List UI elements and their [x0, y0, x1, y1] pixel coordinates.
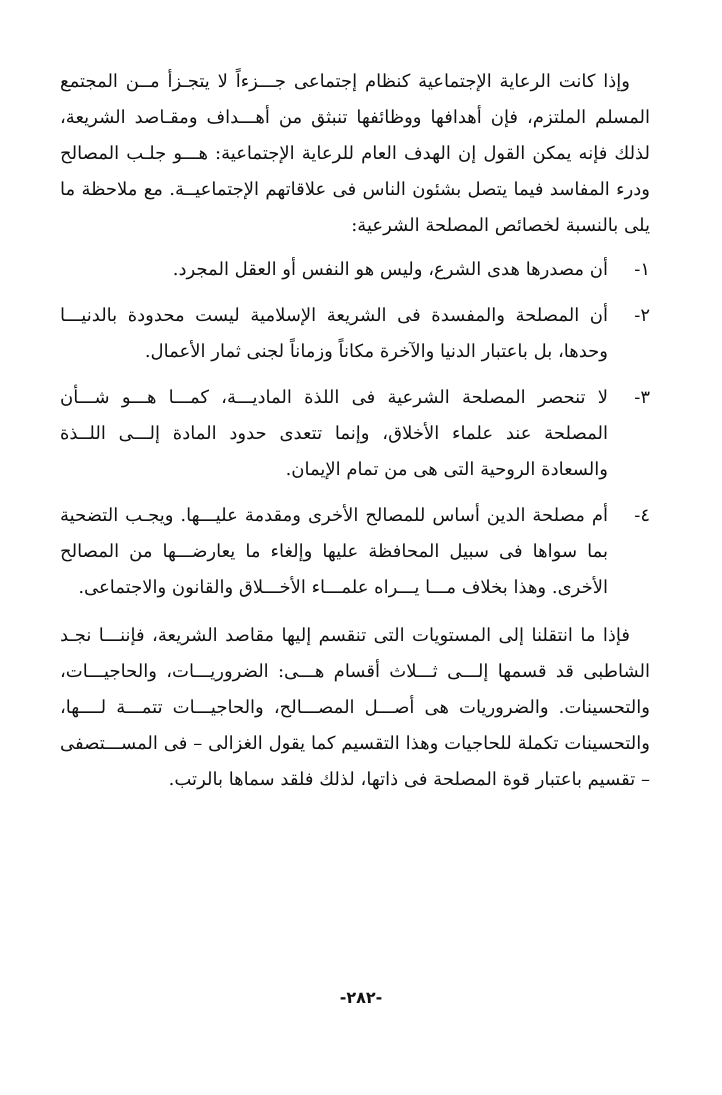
conclusion-paragraph: فإذا ما انتقلنا إلى المستويات التى تنقسم إليها مقاصد الشريعة، فإننـــا نجـد الشاطبى قد قسمها إلـــى ثـــلاث أقسام هـــى: الضروريـــات، والحاجيـــات، والتحسينات. والضروريات هى أصـــل المصـــالح، والحاجيـــات تتمـــة لــــها، والتحسينات تكملة للحاجيات وهذا التقسيم كما يقول الغزالى – فى المســـتصفى – تقسيم باعتبار قوة المصلحة فى ذاتها، لذلك فلقد سماها بالرتب.: [60, 625, 650, 790]
list-item-text: أن المصلحة والمفسدة فى الشريعة الإسلامية ليست محدودة بالدنيـــا وحدها، بل باعتبار الدنيا والآخرة مكاناً وزماناً لجنى ثمار الأعمال.: [60, 305, 608, 362]
list-item: [60, 298, 650, 370]
list-item-number: ١-: [634, 259, 650, 280]
list-item-number: ٤-: [634, 505, 650, 526]
list-item-number: ٢-: [634, 305, 650, 326]
list-item: [60, 252, 650, 288]
list-item-number: ٣-: [634, 387, 650, 408]
body-text: [60, 64, 650, 798]
list-item-text: أن مصدرها هدى الشرع، وليس هو النفس أو العقل المجرد.: [172, 259, 608, 280]
page-number: -٢٨٢-: [339, 988, 383, 1007]
list-item: [60, 380, 650, 488]
intro-paragraph: وإذا كانت الرعاية الإجتماعية كنظام إجتماعى جـــزءاً لا يتجـزأ مــن المجتمع المسلم الملتزم، فإن أهدافها ووظائفها تنبثق من أهـــداف ومقـاصد الشريعة، لذلك فإنه يمكن القول إن الهدف العام للرعاية الإجتماعية: هـــو جلـب المصالح ودرء المفاسد فيما يتصل بشئون الناس فى علاقاتهم الإجتماعيــة. مع ملاحظة ما يلى بالنسبة لخصائص المصلحة الشرعية:: [60, 71, 650, 236]
list-item-text: أم مصلحة الدين أساس للمصالح الأخرى ومقدمة عليـــها. ويجـب التضحية بما سواها فى سبيل المحافظة عليها وإلغاء ما يعارضـــها من المصالح الأخرى. وهذا بخلاف مـــا يـــراه علمـــاء الأخـــلاق والقانون والاجتماعى.: [60, 505, 608, 598]
list-item-text: لا تنحصر المصلحة الشرعية فى اللذة الماديـــة، كمـــا هـــو شـــأن المصلحة عند علماء الأخلاق، وإنما تتعدى حدود المادة إلـــى اللــذة والسعادة الروحية التى هى من تمام الإيمان.: [60, 387, 608, 480]
list-item: [60, 498, 650, 606]
characteristics-list: [60, 252, 650, 606]
